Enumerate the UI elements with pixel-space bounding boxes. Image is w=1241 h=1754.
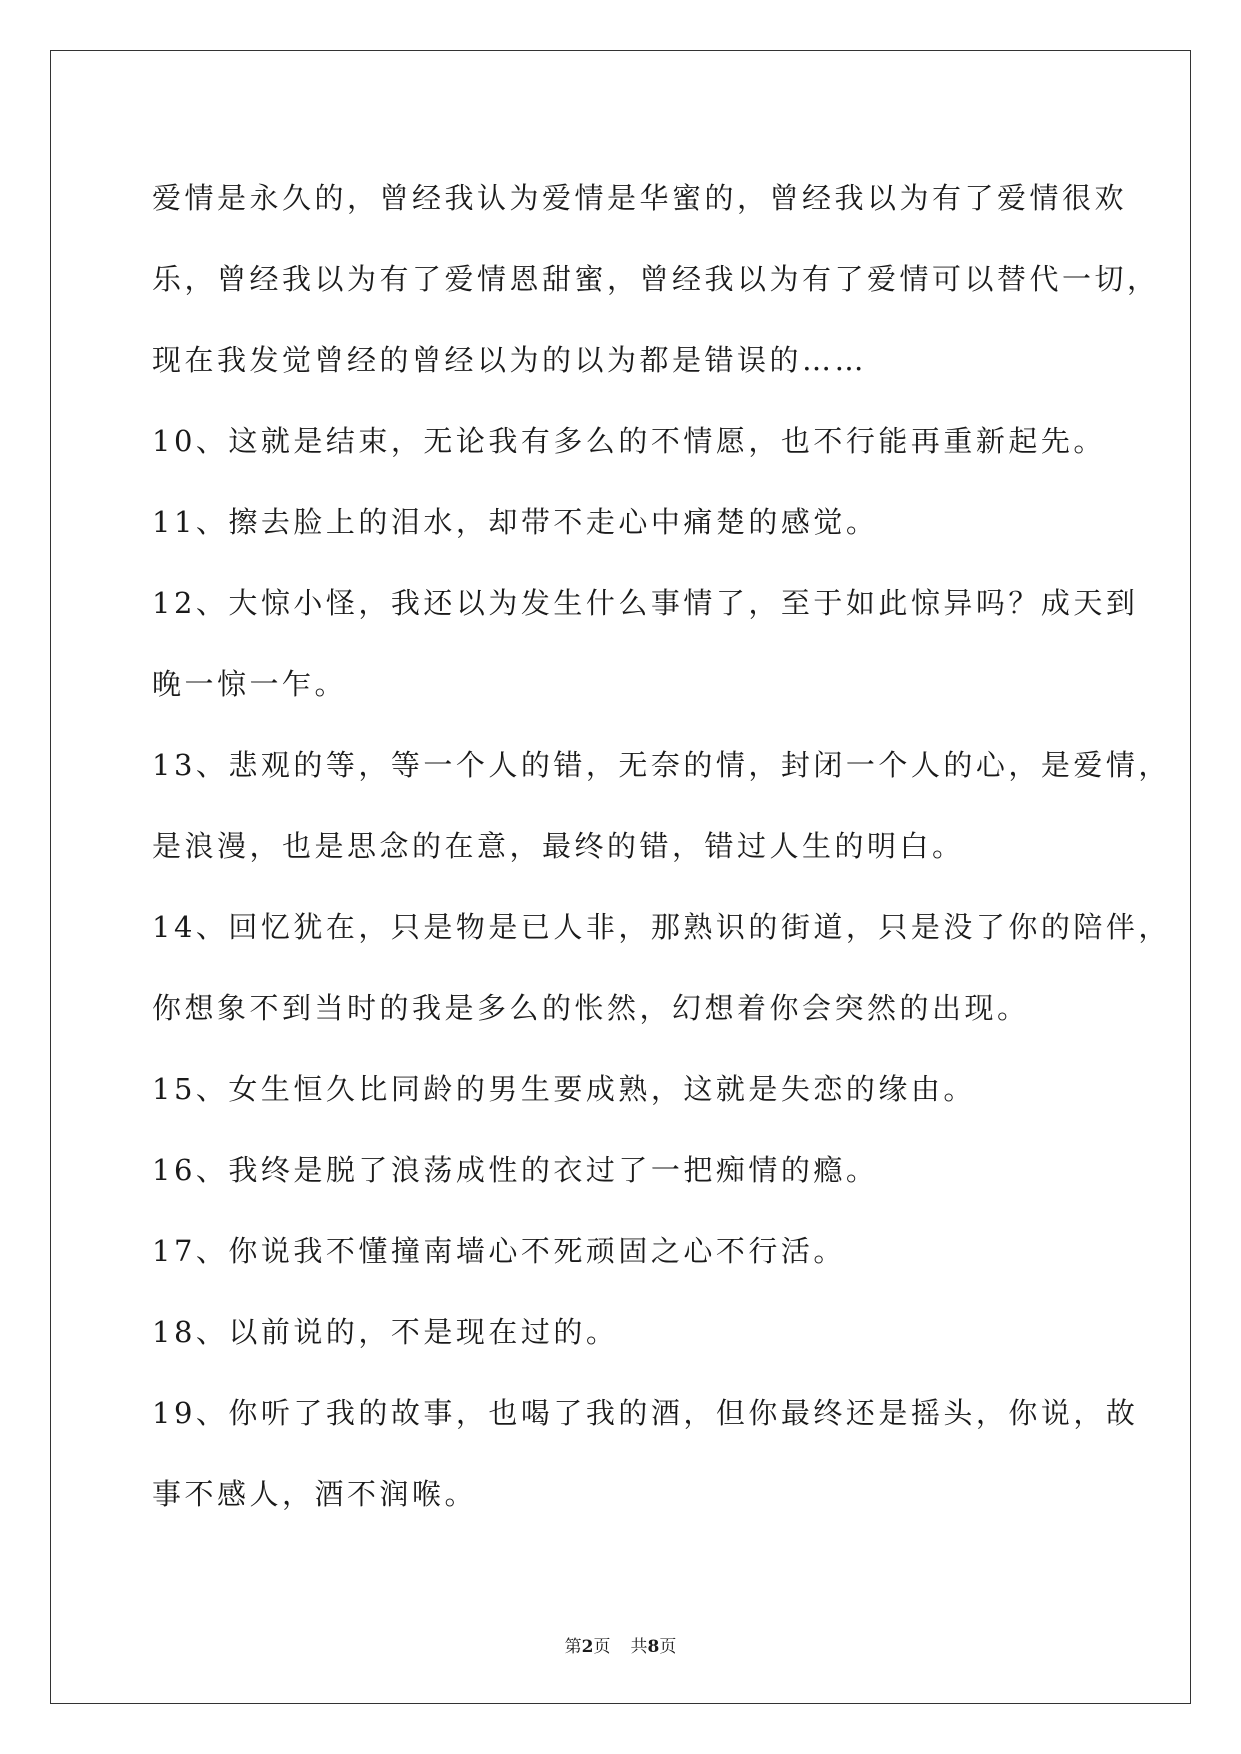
text-line-9: 是浪漫，也是思念的在意，最终的错，错过人生的明白。 bbox=[152, 829, 965, 863]
text-line-13: 16、我终是脱了浪荡成性的衣过了一把痴情的瘾。 bbox=[152, 1153, 879, 1187]
text-line-7: 晚一惊一乍。 bbox=[152, 667, 348, 701]
text-line-4: 10、这就是结束，无论我有多么的不情愿，也不行能再重新起先。 bbox=[152, 424, 1106, 458]
text-line-5: 11、擦去脸上的泪水，却带不走心中痛楚的感觉。 bbox=[152, 505, 879, 539]
page-footer bbox=[0, 1632, 1241, 1657]
text-line-3: 现在我发觉曾经的曾经以为的以为都是错误的…… bbox=[152, 343, 868, 377]
current-page-number: 2 bbox=[581, 1637, 594, 1657]
text-line-14: 17、你说我不懂撞南墙心不死顽固之心不行活。 bbox=[152, 1234, 846, 1268]
text-line-12: 15、女生恒久比同龄的男生要成熟，这就是失恋的缘由。 bbox=[152, 1072, 976, 1106]
page-prefix: 第 bbox=[564, 1637, 582, 1657]
page-suffix: 页 bbox=[593, 1637, 611, 1657]
text-line-6: 12、大惊小怪，我还以为发生什么事情了，至于如此惊异吗？成天到 bbox=[152, 586, 1139, 620]
text-line-16: 19、你听了我的故事，也喝了我的酒，但你最终还是摇头，你说，故 bbox=[152, 1396, 1139, 1430]
text-line-17: 事不感人，酒不润喉。 bbox=[152, 1477, 478, 1511]
text-line-2: 乐，曾经我以为有了爱情恩甜蜜，曾经我以为有了爱情可以替代一切， bbox=[152, 262, 1160, 296]
text-line-8: 13、悲观的等，等一个人的错，无奈的情，封闭一个人的心，是爱情， bbox=[152, 748, 1171, 782]
total-page-number: 8 bbox=[647, 1637, 660, 1657]
text-line-11: 你想象不到当时的我是多么的怅然，幻想着你会突然的出现。 bbox=[152, 991, 1030, 1025]
total-prefix: 共 bbox=[630, 1637, 648, 1657]
document-body bbox=[152, 158, 1171, 1535]
total-suffix: 页 bbox=[659, 1637, 677, 1657]
text-line-10: 14、回忆犹在，只是物是已人非，那熟识的街道，只是没了你的陪伴， bbox=[152, 910, 1171, 944]
text-line-1: 爱情是永久的，曾经我认为爱情是华蜜的，曾经我以为有了爱情很欢 bbox=[152, 181, 1128, 215]
text-line-15: 18、以前说的，不是现在过的。 bbox=[152, 1315, 619, 1349]
